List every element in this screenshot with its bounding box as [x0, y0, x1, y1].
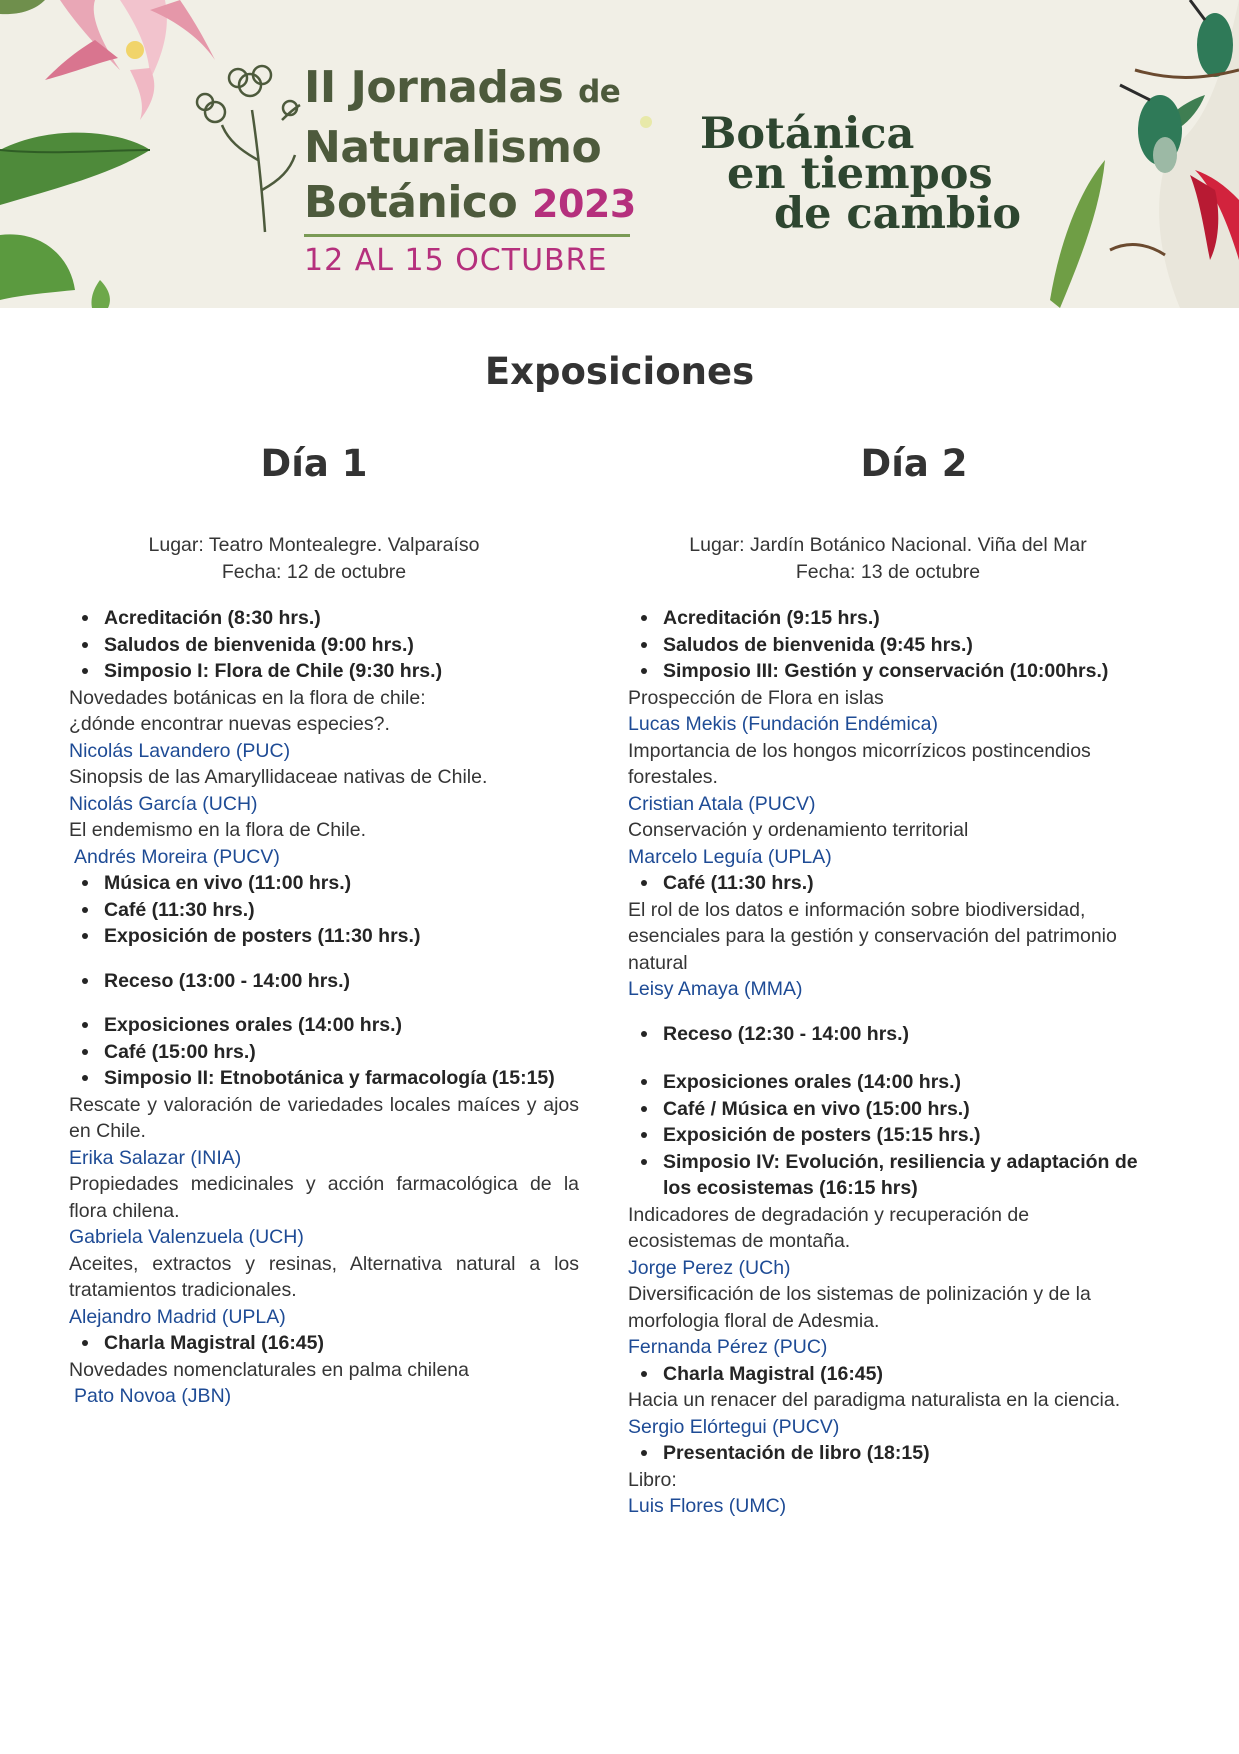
speaker: Alejandro Madrid (UPLA): [69, 1305, 286, 1328]
slogan-line-1: Botánica: [700, 109, 915, 159]
talk-title: Diversificación de los sistemas de polinización y de la morfologia floral de Adesmia.: [628, 1283, 1091, 1332]
day2-date: Fecha: 13 de octubre: [795, 560, 981, 583]
day1-date: Fecha: 12 de octubre: [221, 560, 407, 583]
event-title: [304, 60, 644, 232]
talk-title: Rescate y valoración de variedades locales maíces y ajos en Chile.: [69, 1093, 579, 1142]
title-de: de: [578, 74, 621, 110]
speaker: Marcelo Leguía (UPLA): [628, 845, 832, 868]
schedule-item: Simposio IV: Evolución, resiliencia y adaptación de los ecosistemas (16:15 hrs): [628, 1149, 1138, 1202]
day1-venue: [49, 532, 579, 585]
speaker: Nicolás García (UCH): [69, 792, 258, 815]
schedule-item: Simposio II: Etnobotánica y farmacología (15:15): [69, 1065, 579, 1092]
speaker: Nicolás Lavandero (PUC): [69, 739, 291, 762]
schedule-item: Simposio III: Gestión y conservación (10:00hrs.): [628, 658, 1138, 685]
day2-place: Lugar: Jardín Botánico Nacional. Viña del Mar: [689, 534, 1087, 556]
talk-title: Propiedades medicinales y acción farmacológica de la flora chilena.: [69, 1173, 579, 1222]
event-dates: 12 AL 15 OCTUBRE: [304, 243, 608, 278]
talk-title: Importancia de los hongos micorrízicos postincendios forestales.: [628, 739, 1091, 788]
day1-title: Día 1: [260, 442, 368, 485]
event-banner: [0, 0, 1239, 308]
schedule-item: Música en vivo (11:00 hrs.): [69, 870, 579, 897]
spacer: [69, 994, 579, 1012]
talk-title: Novedades botánicas en la flora de chile: ¿dónde encontrar nuevas especies?.: [69, 686, 426, 735]
day1-place: Lugar: Teatro Montealegre. Valparaíso: [148, 534, 480, 556]
speaker: Sergio Elórtegui (PUCV): [628, 1415, 840, 1438]
flower-sketch-icon: [197, 66, 300, 232]
schedule-item: Charla Magistral (16:45): [628, 1361, 1138, 1388]
schedule-item: Receso (12:30 - 14:00 hrs.): [628, 1021, 1138, 1048]
schedule-item: Charla Magistral (16:45): [69, 1330, 579, 1357]
schedule-item: Simposio I: Flora de Chile (9:30 hrs.): [69, 658, 579, 685]
schedule-item: Café (15:00 hrs.): [69, 1039, 579, 1066]
title-line-3: Botánico: [304, 177, 518, 228]
schedule-item: Presentación de libro (18:15): [628, 1440, 1138, 1467]
schedule-item: Acreditación (9:15 hrs.): [628, 605, 1138, 632]
schedule-item: Exposiciones orales (14:00 hrs.): [69, 1012, 579, 1039]
speaker: Jorge Perez (UCh): [628, 1256, 791, 1279]
slogan-line-3: de cambio: [774, 189, 1022, 239]
pink-flower-illustration: [0, 0, 215, 120]
day2-title: Día 2: [860, 442, 968, 485]
spacer: [628, 1003, 1138, 1021]
schedule-item: Café (11:30 hrs.): [69, 897, 579, 924]
slogan-line-2: en tiempos: [727, 149, 993, 199]
talk-title: Aceites, extractos y resinas, Alternativa natural a los tratamientos tradicionales.: [69, 1252, 579, 1301]
schedule-item: Café / Música en vivo (15:00 hrs.): [628, 1096, 1138, 1123]
speaker: Leisy Amaya (MMA): [628, 978, 803, 1000]
title-divider: [304, 234, 630, 237]
schedule-item: Saludos de bienvenida (9:45 hrs.): [628, 632, 1138, 659]
leaf-illustration-left: [0, 133, 150, 308]
talk-title: Libro:: [628, 1468, 677, 1491]
speaker: Andrés Moreira (PUCV): [74, 845, 280, 868]
talk-title: El rol de los datos e información sobre biodiversidad, esenciales para la gestión y conservación del patrimonio natural: [628, 898, 1117, 974]
speaker: Lucas Mekis (Fundación Endémica): [628, 713, 938, 735]
schedule-item: Acreditación (8:30 hrs.): [69, 605, 579, 632]
speaker: Luis Flores (UMC): [628, 1495, 787, 1517]
schedule-item: Café (11:30 hrs.): [628, 870, 1138, 897]
talk-title: Prospección de Flora en islas: [628, 686, 884, 709]
spacer: [628, 1047, 1138, 1069]
hummingbird-illustration: [1050, 0, 1239, 308]
event-year: 2023: [532, 182, 636, 226]
page-title: Exposiciones: [484, 350, 755, 393]
title-line-1: II Jornadas: [304, 62, 564, 113]
speaker: Gabriela Valenzuela (UCH): [69, 1226, 304, 1248]
schedule-item: Saludos de bienvenida (9:00 hrs.): [69, 632, 579, 659]
event-slogan: [700, 109, 1040, 239]
day1-program: [69, 532, 579, 1410]
schedule-item: Exposiciones orales (14:00 hrs.): [628, 1069, 1138, 1096]
talk-title: Novedades nomenclaturales en palma chilena: [69, 1358, 469, 1381]
schedule-item: Exposición de posters (15:15 hrs.): [628, 1122, 1138, 1149]
title-line-2: Naturalismo: [304, 122, 602, 173]
speaker: Fernanda Pérez (PUC): [628, 1336, 828, 1358]
spacer: [69, 950, 579, 968]
day2-venue: [638, 532, 1138, 585]
talk-title: Indicadores de degradación y recuperación de ecosistemas de montaña.: [628, 1203, 1030, 1252]
schedule-item: Receso (13:00 - 14:00 hrs.): [69, 968, 579, 995]
talk-title: Sinopsis de las Amaryllidaceae nativas de Chile.: [69, 766, 488, 788]
day2-program: [628, 532, 1138, 1520]
talk-title: El endemismo en la flora de Chile.: [69, 819, 366, 841]
schedule-item: Exposición de posters (11:30 hrs.): [69, 923, 579, 950]
talk-title: Hacia un renacer del paradigma naturalista en la ciencia.: [628, 1389, 1121, 1411]
talk-title: Conservación y ordenamiento territorial: [628, 819, 969, 841]
speaker: Erika Salazar (INIA): [69, 1146, 242, 1169]
speaker: Cristian Atala (PUCV): [628, 792, 816, 815]
speaker: Pato Novoa (JBN): [74, 1385, 232, 1407]
